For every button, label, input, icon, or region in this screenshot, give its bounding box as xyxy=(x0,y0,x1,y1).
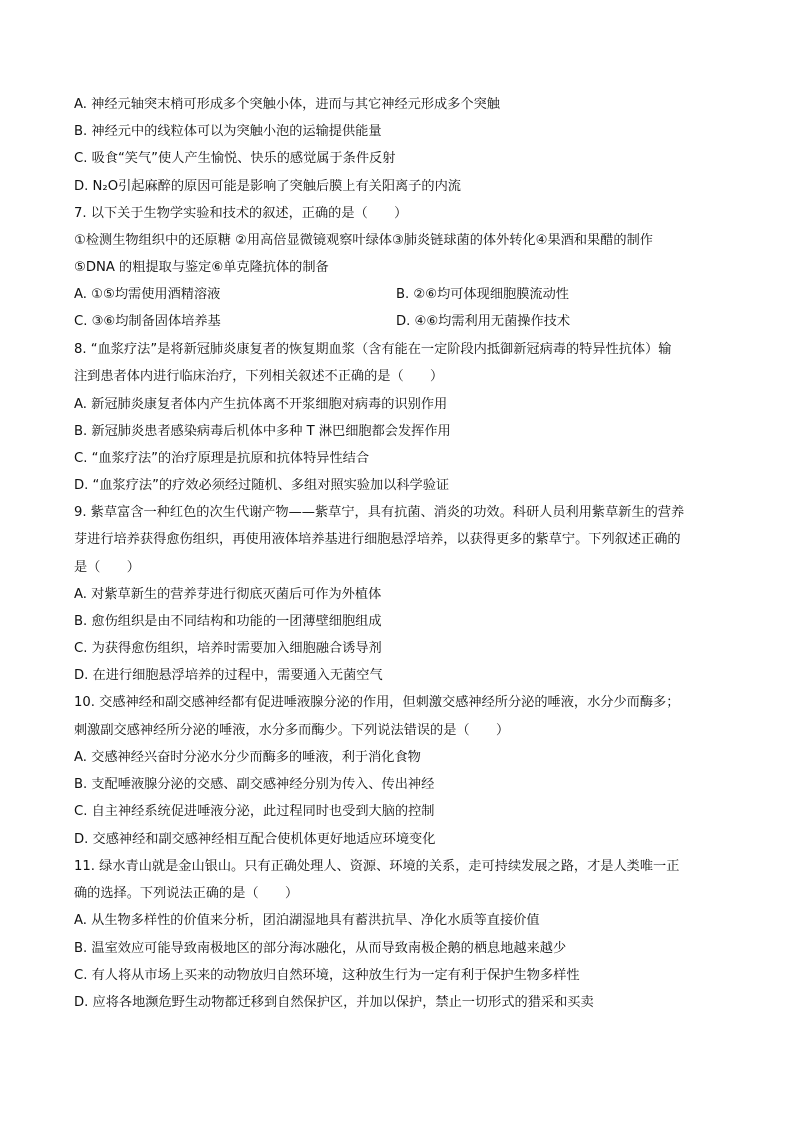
q7-option-a: A. ①⑤均需使用酒精溶液 xyxy=(74,287,221,302)
q6-option-c: C. 吸食“笑气”使人产生愉悦、快乐的感觉属于条件反射 xyxy=(74,151,396,166)
q6-option-d: D. N₂O引起麻醉的原因可能是影响了突触后膜上有关阳离子的内流 xyxy=(74,179,461,194)
q11-stem-line2: 确的选择。下列说法正确的是（ ） xyxy=(74,886,299,901)
q8-option-d: D. “血浆疗法”的疗效必须经过随机、多组对照实验加以科学验证 xyxy=(74,478,450,493)
q8-option-a: A. 新冠肺炎康复者体内产生抗体离不开浆细胞对病毒的识别作用 xyxy=(74,397,448,412)
q10-option-c: C. 自主神经系统促进唾液分泌，此过程同时也受到大脑的控制 xyxy=(74,804,435,819)
q11-option-d: D. 应将各地濒危野生动物都迁移到自然保护区，并加以保护，禁止一切形式的猎采和买卖 xyxy=(74,995,594,1010)
q11-option-a: A. 从生物多样性的价值来分析，团泊湖湿地具有蓄洪抗旱、净化水质等直接价值 xyxy=(74,913,540,928)
q7-items-line2: ⑤DNA 的粗提取与鉴定⑥单克隆抗体的制备 xyxy=(74,260,329,275)
q10-option-d: D. 交感神经和副交感神经相互配合使机体更好地适应环境变化 xyxy=(74,832,436,847)
q10-stem-line2: 刺激副交感神经所分泌的唾液，水分多而酶少。下列说法错误的是（ ） xyxy=(74,723,510,738)
q8-stem-line1: 8. “血浆疗法”是将新冠肺炎康复者的恢复期血浆（含有能在一定阶段内抵御新冠病毒的特异性抗体）输 xyxy=(74,342,672,357)
q9-stem-line2: 芽进行培养获得愈伤组织，再使用液体培养基进行细胞悬浮培养，以获得更多的紫草宁。下列叙述正确的 xyxy=(74,532,681,547)
q11-option-c: C. 有人将从市场上买来的动物放归自然环境，这种放生行为一定有利于保护生物多样性 xyxy=(74,968,580,983)
q7-stem: 7. 以下关于生物学实验和技术的叙述，正确的是（ ） xyxy=(74,206,408,221)
q7-options-row1 xyxy=(74,286,724,304)
q6-option-b: B. 神经元中的线粒体可以为突触小泡的运输提供能量 xyxy=(74,124,382,139)
q11-stem-line1: 11. 绿水青山就是金山银山。只有正确处理人、资源、环境的关系，走可持续发展之路，才是人类唯一正 xyxy=(74,859,680,874)
q8-stem-line2: 注到患者体内进行临床治疗，下列相关叙述不正确的是（ ） xyxy=(74,369,444,384)
q10-option-a: A. 交感神经兴奋时分泌水分少而酶多的唾液，利于消化食物 xyxy=(74,750,421,765)
q7-option-b: B. ②⑥均可体现细胞膜流动性 xyxy=(396,287,569,302)
q9-option-d: D. 在进行细胞悬浮培养的过程中，需要通入无菌空气 xyxy=(74,668,383,683)
q9-option-a: A. 对紫草新生的营养芽进行彻底灭菌后可作为外植体 xyxy=(74,587,382,602)
q10-option-b: B. 支配唾液腺分泌的交感、副交感神经分别为传入、传出神经 xyxy=(74,777,435,792)
q9-option-c: C. 为获得愈伤组织，培养时需要加入细胞融合诱导剂 xyxy=(74,641,382,656)
q7-option-d: D. ④⑥均需利用无菌操作技术 xyxy=(396,314,571,329)
q8-option-b: B. 新冠肺炎患者感染病毒后机体中多种 T 淋巴细胞都会发挥作用 xyxy=(74,424,451,439)
q11-option-b: B. 温室效应可能导致南极地区的部分海冰融化，从而导致南极企鹅的栖息地越来越少 xyxy=(74,941,567,956)
q7-options-row2 xyxy=(74,313,724,331)
q9-stem-line3: 是（ ） xyxy=(74,560,140,575)
q7-items-line1: ①检测生物组织中的还原糖 ②用高倍显微镜观察叶绿体③肺炎链球菌的体外转化④果酒和果醋的制作 xyxy=(74,233,653,248)
q6-option-a: A. 神经元轴突末梢可形成多个突触小体，进而与其它神经元形成多个突触 xyxy=(74,97,500,112)
q7-option-c: C. ③⑥均制备固体培养基 xyxy=(74,314,221,329)
q10-stem-line1: 10. 交感神经和副交感神经都有促进唾液腺分泌的作用，但刺激交感神经所分泌的唾液，水分少而酶多； xyxy=(74,695,680,710)
q9-stem-line1: 9. 紫草富含一种红色的次生代谢产物——紫草宁，具有抗菌、消炎的功效。科研人员利用紫草新生的营养 xyxy=(74,505,685,520)
q9-option-b: B. 愈伤组织是由不同结构和功能的一团薄壁细胞组成 xyxy=(74,614,382,629)
q8-option-c: C. “血浆疗法”的治疗原理是抗原和抗体特异性结合 xyxy=(74,451,370,466)
